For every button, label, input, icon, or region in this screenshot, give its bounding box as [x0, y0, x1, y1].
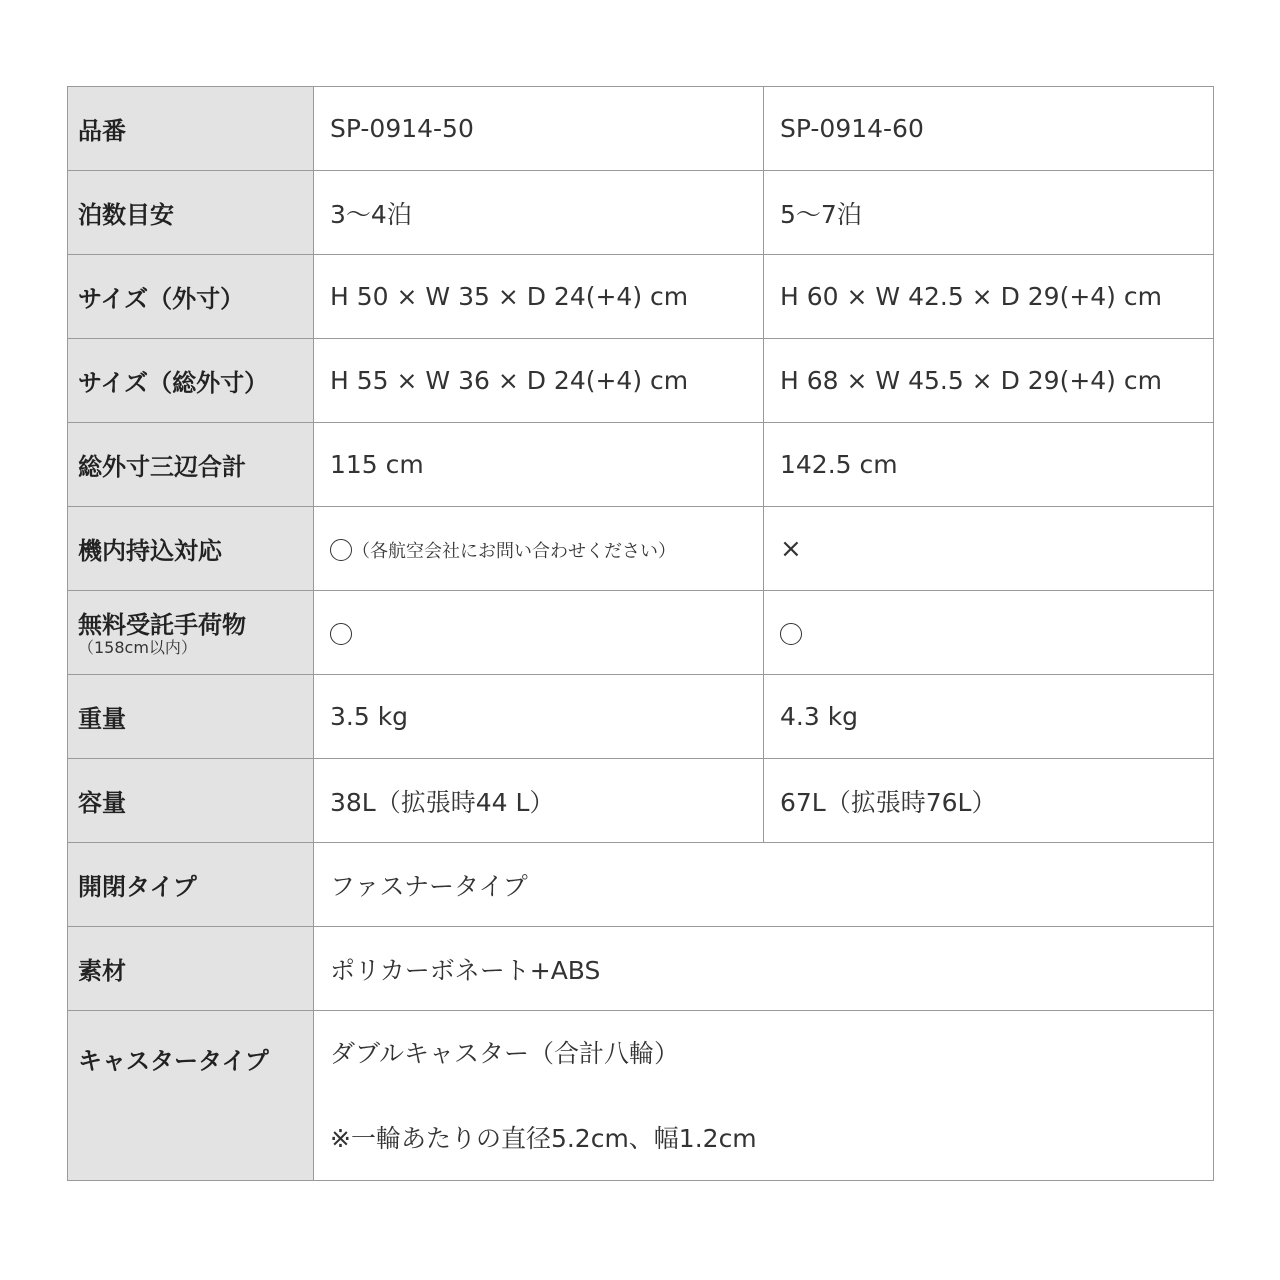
table-row: [68, 87, 1214, 171]
cell-product-number-60: SP-0914-60: [764, 87, 1214, 171]
row-label-checked-baggage: [68, 591, 314, 675]
cell-checked-baggage-60: [764, 591, 1214, 675]
table-row: [68, 759, 1214, 843]
table-row: [68, 927, 1214, 1011]
cell-nights-50: 3〜4泊: [314, 171, 764, 255]
cell-carry-on-50: [314, 507, 764, 591]
cell-product-number-50: SP-0914-50: [314, 87, 764, 171]
cell-three-side-sum-50: 115 cm: [314, 423, 764, 507]
cell-total-outer-size-60: H 68 × W 45.5 × D 29(+4) cm: [764, 339, 1214, 423]
cell-capacity-50: 38L（拡張時44 L）: [314, 759, 764, 843]
row-label-caster-type: キャスタータイプ: [68, 1011, 314, 1181]
cross-icon: ×: [780, 533, 802, 564]
table-row: [68, 507, 1214, 591]
checked-baggage-sublabel: （158cm以内）: [78, 637, 197, 657]
row-label-weight: 重量: [68, 675, 314, 759]
table-row: [68, 423, 1214, 507]
cell-checked-baggage-50: [314, 591, 764, 675]
cell-outer-size-60: H 60 × W 42.5 × D 29(+4) cm: [764, 255, 1214, 339]
circle-icon: [330, 539, 352, 561]
cell-caster-type: [314, 1011, 1214, 1181]
table-row: [68, 171, 1214, 255]
caster-type-note: ※一輪あたりの直径5.2cm、幅1.2cm: [330, 1124, 757, 1153]
row-label-nights: 泊数目安: [68, 171, 314, 255]
carry-on-note: （各航空会社にお問い合わせください）: [352, 541, 676, 562]
cell-closure-type: ファスナータイプ: [314, 843, 1214, 927]
cell-carry-on-60: [764, 507, 1214, 591]
cell-nights-60: 5〜7泊: [764, 171, 1214, 255]
row-label-three-side-sum: 総外寸三辺合計: [68, 423, 314, 507]
row-label-product-number: 品番: [68, 87, 314, 171]
table-row: [68, 1011, 1214, 1181]
table-row: [68, 255, 1214, 339]
checked-baggage-label: 無料受託手荷物: [78, 610, 246, 639]
row-label-total-outer-size: サイズ（総外寸）: [68, 339, 314, 423]
cell-outer-size-50: H 50 × W 35 × D 24(+4) cm: [314, 255, 764, 339]
table-row: [68, 591, 1214, 675]
circle-icon: [780, 623, 802, 645]
row-label-capacity: 容量: [68, 759, 314, 843]
cell-weight-60: 4.3 kg: [764, 675, 1214, 759]
table-row: [68, 339, 1214, 423]
cell-capacity-60: 67L（拡張時76L）: [764, 759, 1214, 843]
caster-type-value: ダブルキャスター（合計八輪）: [330, 1039, 680, 1068]
cell-material: ポリカーボネート+ABS: [314, 927, 1214, 1011]
row-label-carry-on: 機内持込対応: [68, 507, 314, 591]
spec-table: [67, 86, 1214, 1181]
cell-weight-50: 3.5 kg: [314, 675, 764, 759]
row-label-closure-type: 開閉タイプ: [68, 843, 314, 927]
table-row: [68, 843, 1214, 927]
row-label-material: 素材: [68, 927, 314, 1011]
cell-three-side-sum-60: 142.5 cm: [764, 423, 1214, 507]
cell-total-outer-size-50: H 55 × W 36 × D 24(+4) cm: [314, 339, 764, 423]
table-row: [68, 675, 1214, 759]
row-label-outer-size: サイズ（外寸）: [68, 255, 314, 339]
circle-icon: [330, 623, 352, 645]
